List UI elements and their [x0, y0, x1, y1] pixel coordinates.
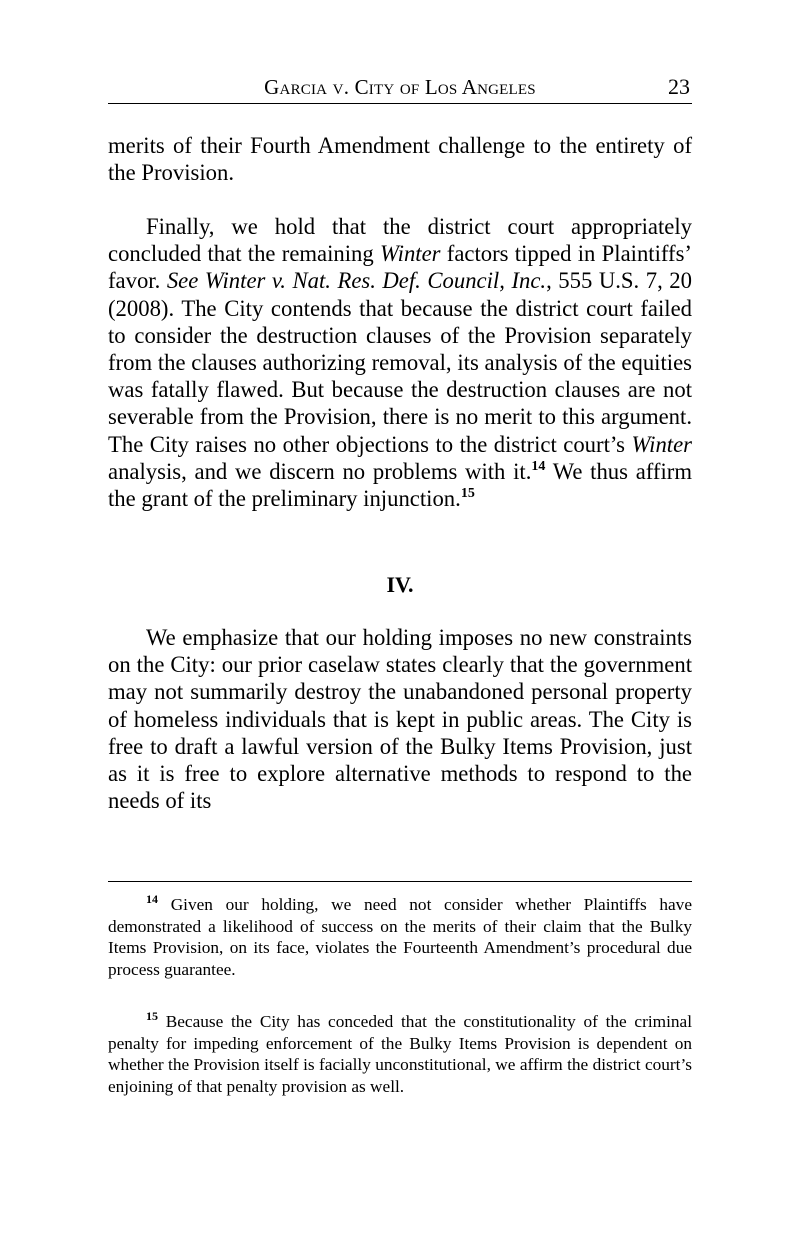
paragraph-winter-factors	[108, 213, 692, 512]
case-name-winter: Winter	[380, 241, 441, 267]
footnote-14	[108, 894, 692, 981]
footnote-ref-14[interactable]: 14	[531, 458, 546, 474]
footnote-text: $^{14}$ Given our holding, we need not consider whether Plaintiffs have demonstrated a likelihood of success on the merits of their claim that the Bulky Items Provision, on its face, violates the Fourteenth Amendment’s procedural due process guarantee.	[108, 892, 692, 980]
paragraph-continuation	[108, 132, 692, 186]
footnote-15	[108, 1011, 692, 1098]
paragraph-emphasis	[108, 624, 692, 814]
paragraph-text: Finally, we hold that the district court appropriately concluded that the remaining Winter factors tipped in Plaintiffs’ favor. See Winter v. Nat. Res. Def. Council, Inc., 555 U.S. 7, 20 (2008). The City contends that because the district court failed to consider the destruction clauses of the Provision separately from the clauses authorizing removal, its analysis of the equities was fatally flawed. But because the destruction clauses are not severable from the Provision, there is no merit to this argument. The City raises no other objections to the district court’s Winter analysis, and we discern no problems with it.$^{14}$ We thus affirm the grant of the preliminary injunction.$^{15}$	[108, 214, 692, 512]
citation: See Winter v. Nat. Res. Def. Council, Inc.	[166, 268, 547, 294]
footnote-text: $^{15}$ Because the City has conceded that the constitutionality of the criminal penalty for impeding enforcement of the Bulky Items Provision is dependent on whether the Provision itself is facially unconstitutional, we affirm the district court’s enjoining of that penalty provision as well.	[108, 1009, 692, 1097]
paragraph-text: We emphasize that our holding imposes no new constraints on the City: our prior caselaw states clearly that the government may not summarily destroy the unabandoned personal property of homeless individuals that is kept in public areas. The City is free to draft a lawful version of the Bulky Items Provision, just as it is free to explore alternative methods to respond to the needs of its	[108, 625, 692, 814]
paragraph-text: merits of their Fourth Amendment challenge to the entirety of the Provision.	[108, 133, 692, 186]
case-title: Garcia v. City of Los Angeles	[264, 75, 536, 99]
running-head	[108, 73, 692, 104]
section-heading: IV.	[386, 572, 414, 597]
footnote-divider	[108, 881, 692, 882]
case-name-winter: Winter	[631, 431, 692, 457]
footnote-number: 15	[146, 1009, 158, 1023]
page-number: 23	[668, 74, 690, 99]
footnote-number: 14	[146, 892, 158, 906]
footnote-ref-15[interactable]: 15	[460, 486, 475, 502]
